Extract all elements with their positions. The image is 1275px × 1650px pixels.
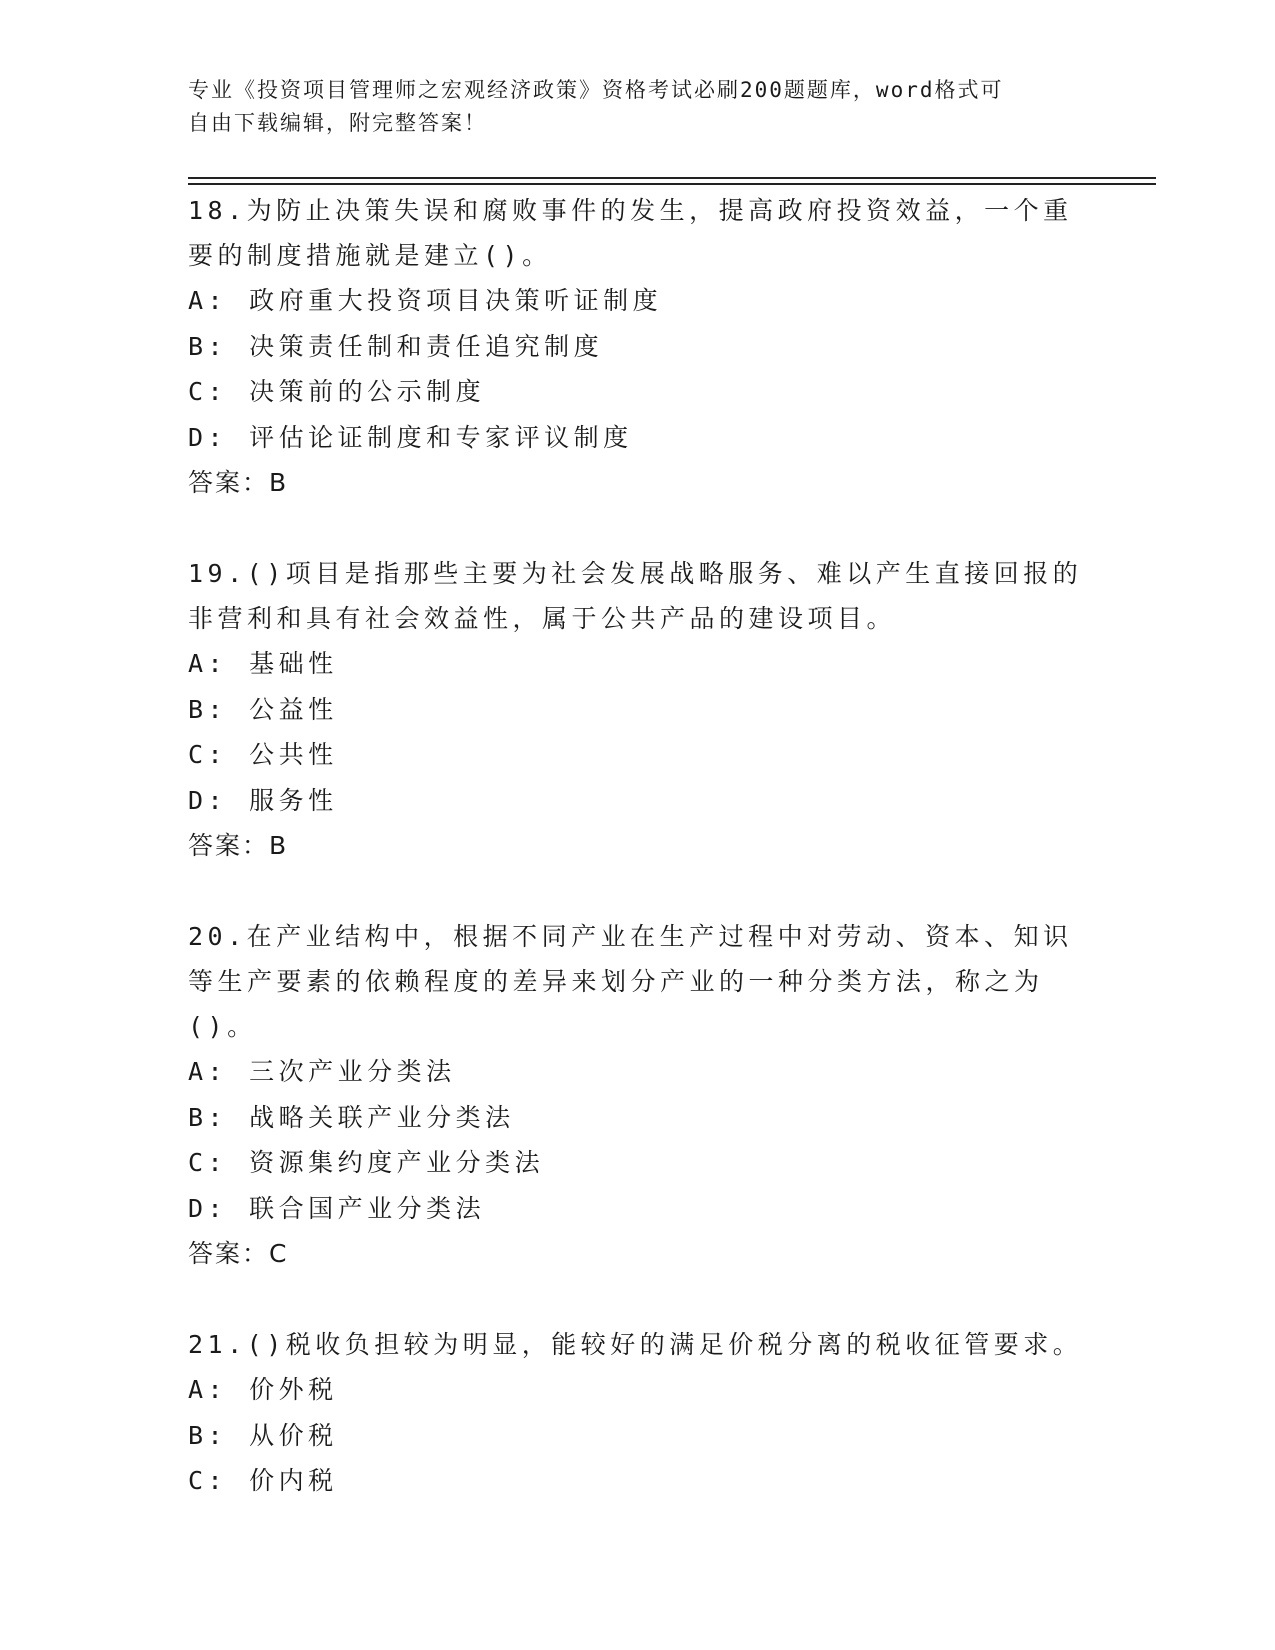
- option-letter: A:: [188, 649, 228, 678]
- option-letter: A:: [188, 1057, 228, 1086]
- option-text: 三次产业分类法: [249, 1057, 456, 1086]
- option-letter: C:: [188, 740, 228, 769]
- option-text: 价内税: [249, 1466, 338, 1495]
- header-divider-bottom: [188, 183, 1156, 185]
- option-c: [188, 732, 1088, 778]
- option-text: 基础性: [249, 649, 338, 678]
- question-text: [188, 551, 1088, 641]
- option-d: [188, 1186, 1088, 1232]
- question-text: [188, 1322, 1088, 1367]
- option-a: [188, 641, 1088, 687]
- option-a: [188, 1049, 1088, 1095]
- option-letter: A:: [188, 286, 228, 315]
- option-text: 决策责任制和责任追究制度: [249, 331, 604, 361]
- option-text: 服务性: [249, 785, 338, 815]
- option-text: 政府重大投资项目决策听证制度: [249, 286, 663, 315]
- option-d: [188, 415, 1088, 461]
- option-text: 从价税: [249, 1420, 338, 1450]
- question-number: 20.: [188, 922, 247, 951]
- option-letter: D:: [188, 785, 228, 815]
- question-text: [188, 914, 1088, 1049]
- option-letter: B:: [188, 331, 228, 361]
- option-text: 联合国产业分类法: [249, 1193, 486, 1223]
- option-letter: C:: [188, 1148, 228, 1177]
- option-letter: A:: [188, 1375, 228, 1404]
- option-b: [188, 687, 1088, 733]
- option-text: 战略关联产业分类法: [249, 1102, 515, 1132]
- question-list: [188, 188, 1088, 1504]
- answer: 答案：B: [188, 468, 289, 497]
- option-b: [188, 1095, 1088, 1141]
- question-stem: ()项目是指那些主要为社会发展战略服务、难以产生直接回报的非营利和具有社会效益性，属于公共产品的建设项目。: [188, 559, 1083, 633]
- option-letter: C:: [188, 377, 228, 406]
- option-letter: B:: [188, 694, 228, 724]
- option-letter: D:: [188, 1193, 228, 1223]
- question-number: 21.: [188, 1330, 247, 1359]
- question-18: [188, 188, 1088, 505]
- option-c: [188, 1458, 1088, 1504]
- header-line-2: 自由下载编辑，附完整答案！: [188, 111, 487, 135]
- question-20: [188, 914, 1088, 1276]
- option-a: [188, 1367, 1088, 1413]
- question-number: 18.: [188, 196, 247, 225]
- option-c: [188, 1140, 1088, 1186]
- option-d: [188, 778, 1088, 824]
- question-stem: 为防止决策失误和腐败事件的发生，提高政府投资效益，一个重要的制度措施就是建立()。: [188, 196, 1073, 270]
- question-stem: 在产业结构中，根据不同产业在生产过程中对劳动、资本、知识等生产要素的依赖程度的差异来划分产业的一种分类方法，称之为()。: [188, 922, 1073, 1041]
- header-divider-top: [188, 177, 1156, 179]
- question-stem: ()税收负担较为明显，能较好的满足价税分离的税收征管要求。: [246, 1330, 1083, 1359]
- question-number: 19.: [188, 559, 247, 588]
- option-letter: C:: [188, 1466, 228, 1495]
- option-text: 公共性: [249, 740, 338, 769]
- answer: 答案：B: [188, 831, 289, 860]
- header-line-1: 专业《投资项目管理师之宏观经济政策》资格考试必刷200题题库，word格式可: [188, 78, 1004, 102]
- option-c: [188, 369, 1088, 415]
- option-letter: D:: [188, 422, 228, 452]
- option-letter: B:: [188, 1102, 228, 1132]
- question-21: [188, 1322, 1088, 1504]
- option-text: 公益性: [249, 694, 338, 724]
- option-b: [188, 1413, 1088, 1459]
- option-a: [188, 278, 1088, 324]
- option-letter: B:: [188, 1420, 228, 1450]
- answer: 答案：C: [188, 1239, 289, 1268]
- question-text: [188, 188, 1088, 278]
- option-text: 资源集约度产业分类法: [249, 1148, 545, 1177]
- option-text: 评估论证制度和专家评议制度: [249, 422, 633, 452]
- question-19: [188, 551, 1088, 868]
- document-header: [188, 74, 1088, 140]
- option-b: [188, 324, 1088, 370]
- option-text: 价外税: [249, 1375, 338, 1404]
- option-text: 决策前的公示制度: [249, 377, 486, 406]
